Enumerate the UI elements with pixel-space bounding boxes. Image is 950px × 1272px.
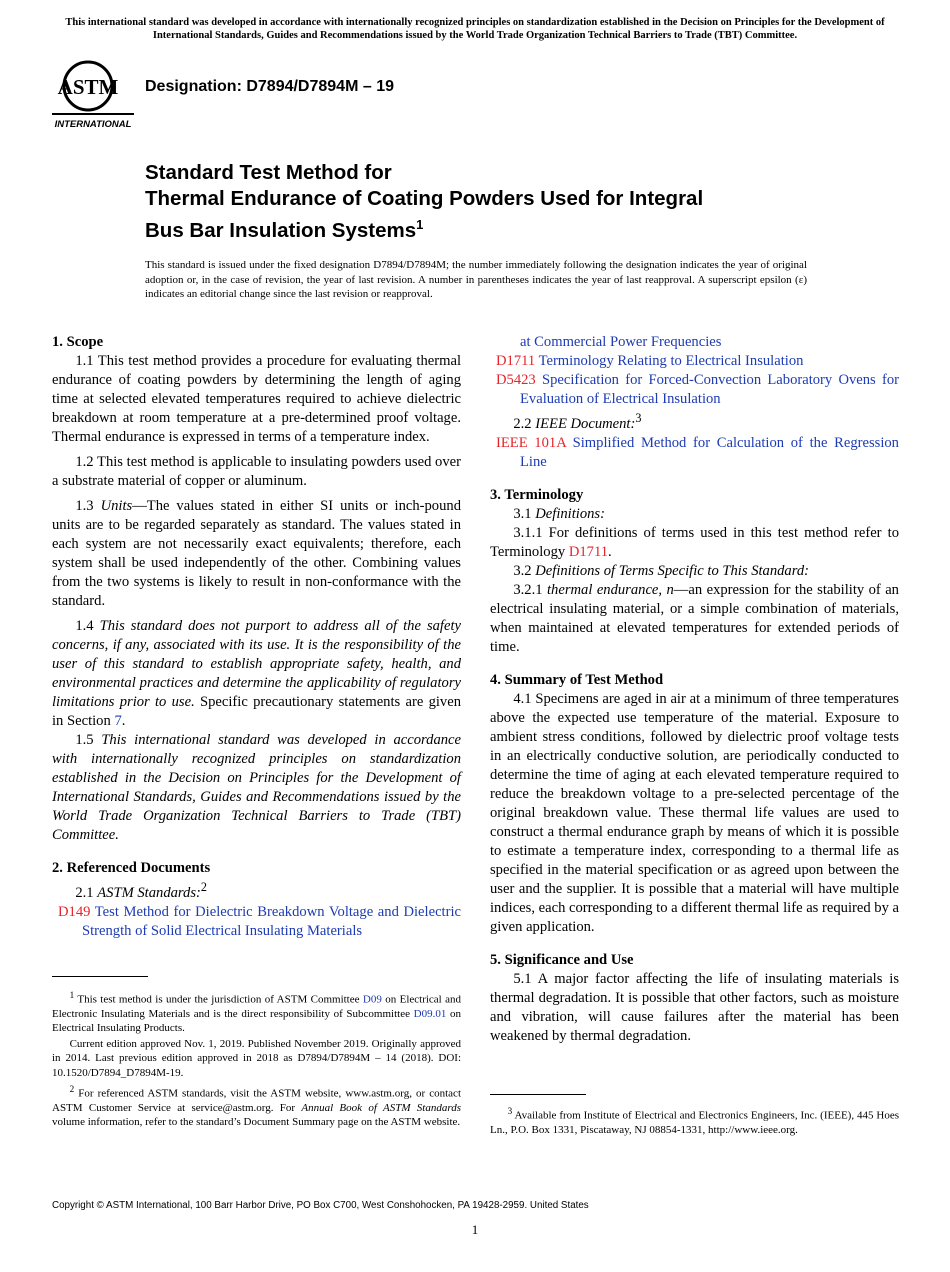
paragraph-5-1: 5.1 A major factor affecting the life of insulating materials is thermal degradation. It is possible that other factors, such as moisture and vibration, will cause failures after the material has been weakened by thermal degradation. — [490, 970, 899, 1044]
title-line-1: Standard Test Method for — [145, 161, 392, 184]
top-standards-note: This international standard was developed in accordance with internationally recognized principles on standardization established in the Decision on Principles for the Development of International Standards, Guides and Recommendations issued by the World Trade Organization Technical Barriers to Trade (TBT) Committee. — [65, 17, 885, 41]
ref-ieee-101a-title[interactable]: Simplified Method for Calculation of the Regression Line — [520, 434, 899, 470]
left-column — [52, 333, 461, 941]
ref-d149-title[interactable]: Test Method for Dielectric Breakdown Voltage and Dielectric Strength of Solid Electrical Insulating Materials — [82, 903, 461, 939]
footnote-rule-left — [52, 976, 148, 977]
paragraph-3-1-1: 3.1.1 For definitions of terms used in this test method refer to Terminology D1711. — [490, 524, 899, 560]
paragraph-3-2-1: 3.2.1 thermal endurance, n—an expression for the stability of an electrical insulating material, or a simple combination of materials, when maintained at elevated temperatures for extended periods of time. — [490, 581, 899, 655]
ref-d5423[interactable] — [496, 371, 899, 409]
paragraph-1-5: 1.5 This international standard was developed in accordance with internationally recognized principles on standardization established in the Decision on Principles for the Development of International Standards, Guides and Recommendations issued by the World Trade Organization Technical Barriers to Trade (TBT) Committee. — [52, 732, 461, 843]
footnote-2: $^2$ For referenced ASTM standards, visit the ASTM website, www.astm.org, or contact ASTM Customer Service at service@astm.org. For Annual Book of ASTM Standards volume information, refer to the standard’s Document Summary page on the ASTM website. — [52, 1083, 461, 1128]
astm-logo — [52, 58, 136, 132]
section-heading-terminology: 3. Terminology — [490, 486, 584, 503]
ref-d1711-code[interactable]: D1711 — [496, 353, 536, 369]
footnote-2-ref[interactable]: 2 — [200, 880, 207, 894]
footnote-3-ref[interactable]: 3 — [635, 411, 642, 425]
paragraph-1-4: 1.4 This standard does not purport to address all of the safety concerns, if any, associated with its use. It is the responsibility of the user of this standard to establish appropriate safety, health, and environmental practices and determine the applicability of regulatory limitations prior to use. Specific precautionary statements are given in Section 7. — [52, 618, 461, 729]
ref-d1711[interactable] — [496, 352, 899, 371]
title-line-2: Thermal Endurance of Coating Powders Used for Integral — [145, 187, 704, 210]
issuance-note: This standard is issued under the fixed designation D7894/D7894M; the number immediately following the designation indicates the year of original adoption or, in the case of revision, the year of last revision. A number in parentheses indicates the year of last reapproval. A superscript epsilon (ε) indicates an editorial change since the last revision or reapproval. — [145, 259, 807, 300]
title-footnote-ref[interactable]: 1 — [416, 217, 424, 232]
subcommittee-d0901-link[interactable]: D09.01 — [413, 1007, 447, 1020]
ref-d5423-title[interactable]: Specification for Forced-Convection Laboratory Ovens for Evaluation of Electrical Insulation — [520, 372, 899, 407]
ref-d149-continued[interactable]: at Commercial Power Frequencies — [520, 334, 722, 350]
paragraph-1-1: 1.1 This test method provides a procedure for evaluating thermal endurance of coating powders by determining the length of aging time at selected elevated temperatures required to achieve dielectric breakdown at room temperature at a pre-determined proof voltage. Thermal endurance is expressed in terms of a temperature index. — [52, 353, 461, 445]
right-column — [490, 333, 899, 1046]
ref-ieee-101a[interactable] — [496, 434, 899, 472]
paragraph-1-2: 1.2 This test method is applicable to insulating powders used over a substrate material of copper or aluminum. — [52, 454, 461, 489]
paragraph-4-1: 4.1 Specimens are aged in air at a minimum of three temperatures above the expected use temperature of the material. Exposure to ambient stress conditions, followed by dielectric proof voltage tests in an electrically conductive solution, are periodically conducted to determine the time of aging at each elevated temperature required to reduce the breakdown voltage to a pre-selected percentage of the original breakdown value. These thermal life values are used to construct a thermal endurance graph by means of which it is possible to estimate a temperature index, corresponding to a thermal life as specified in the material specification or as agreed upon between the user and the supplier. It is possible that a material will have multiple indices, each corresponding to a different thermal life as required by a given application. — [490, 690, 900, 935]
paragraph-1-3: 1.3 Units—The values stated in either SI units or inch-pound units are to be regarded separately as standard. The values stated in each system are not necessarily exact equivalents; therefore, each system shall be used independently of the other. Combining values from the two systems is likely to result in non-conformance with the standard. — [52, 498, 461, 609]
ref-ieee-101a-code[interactable]: IEEE 101A — [496, 434, 566, 451]
page-number: 1 — [471, 1222, 479, 1237]
svg-text:ASTM: ASTM — [57, 75, 119, 99]
astm-standards-label: 2.1 ASTM Standards:$^2$ — [75, 880, 207, 901]
copyright-notice: Copyright © ASTM International, 100 Barr Harbor Drive, PO Box C700, West Conshohocken, PA 19428-2959. United States — [52, 1200, 589, 1211]
section-heading-referenced-documents: 2. Referenced Documents — [52, 860, 211, 876]
footnote-rule-right — [490, 1094, 586, 1095]
ieee-document-label: 2.2 IEEE Document:$^3$ — [513, 411, 642, 432]
ref-d1711-title[interactable]: Terminology Relating to Electrical Insulation — [538, 353, 804, 369]
title-line-3: Bus Bar Insulation Systems$^1$ — [145, 217, 424, 242]
paragraph-3-2: 3.2 Definitions of Terms Specific to This Standard: — [513, 562, 810, 579]
footnote-1-edition: Current edition approved Nov. 1, 2019. Published November 2019. Originally approved in 2014. Last previous edition approved in 2018 as D7894/D7894M – 14 (2018). DOI: 10.1520/D7894_D7894M-19. — [52, 1038, 461, 1079]
footnotes-left — [52, 988, 461, 1129]
footnote-3: $^3$ Available from Institute of Electrical and Electronics Engineers, Inc. (IEEE), 445 Hoes Ln., P.O. Box 1331, Piscataway, NJ 08854-1331, http://www.ieee.org. — [490, 1106, 899, 1136]
section-heading-summary: 4. Summary of Test Method — [490, 671, 664, 688]
document-title — [145, 160, 845, 244]
paragraph-3-1: 3.1 Definitions: — [513, 505, 605, 522]
astm-logo-icon — [52, 58, 136, 132]
section-7-link[interactable]: 7 — [114, 713, 122, 729]
d1711-link[interactable]: D1711 — [568, 543, 609, 560]
designation: Designation: D7894/D7894M – 19 — [145, 78, 394, 95]
ref-d149-code[interactable]: D149 — [58, 903, 91, 920]
committee-d09-link[interactable]: D09 — [362, 993, 382, 1006]
ref-d149[interactable] — [58, 903, 461, 941]
footnote-1: $^1$ This test method is under the jurisdiction of ASTM Committee D09 on Electrical and Electronic Insulating Materials and is the direct responsibility of Subcommittee D09.01 on Electrical Insulating Products. — [52, 990, 462, 1035]
svg-text:INTERNATIONAL: INTERNATIONAL — [54, 119, 132, 130]
ref-d5423-code[interactable]: D5423 — [496, 372, 536, 388]
section-heading-significance: 5. Significance and Use — [490, 951, 634, 968]
section-heading-scope: 1. Scope — [52, 334, 104, 350]
